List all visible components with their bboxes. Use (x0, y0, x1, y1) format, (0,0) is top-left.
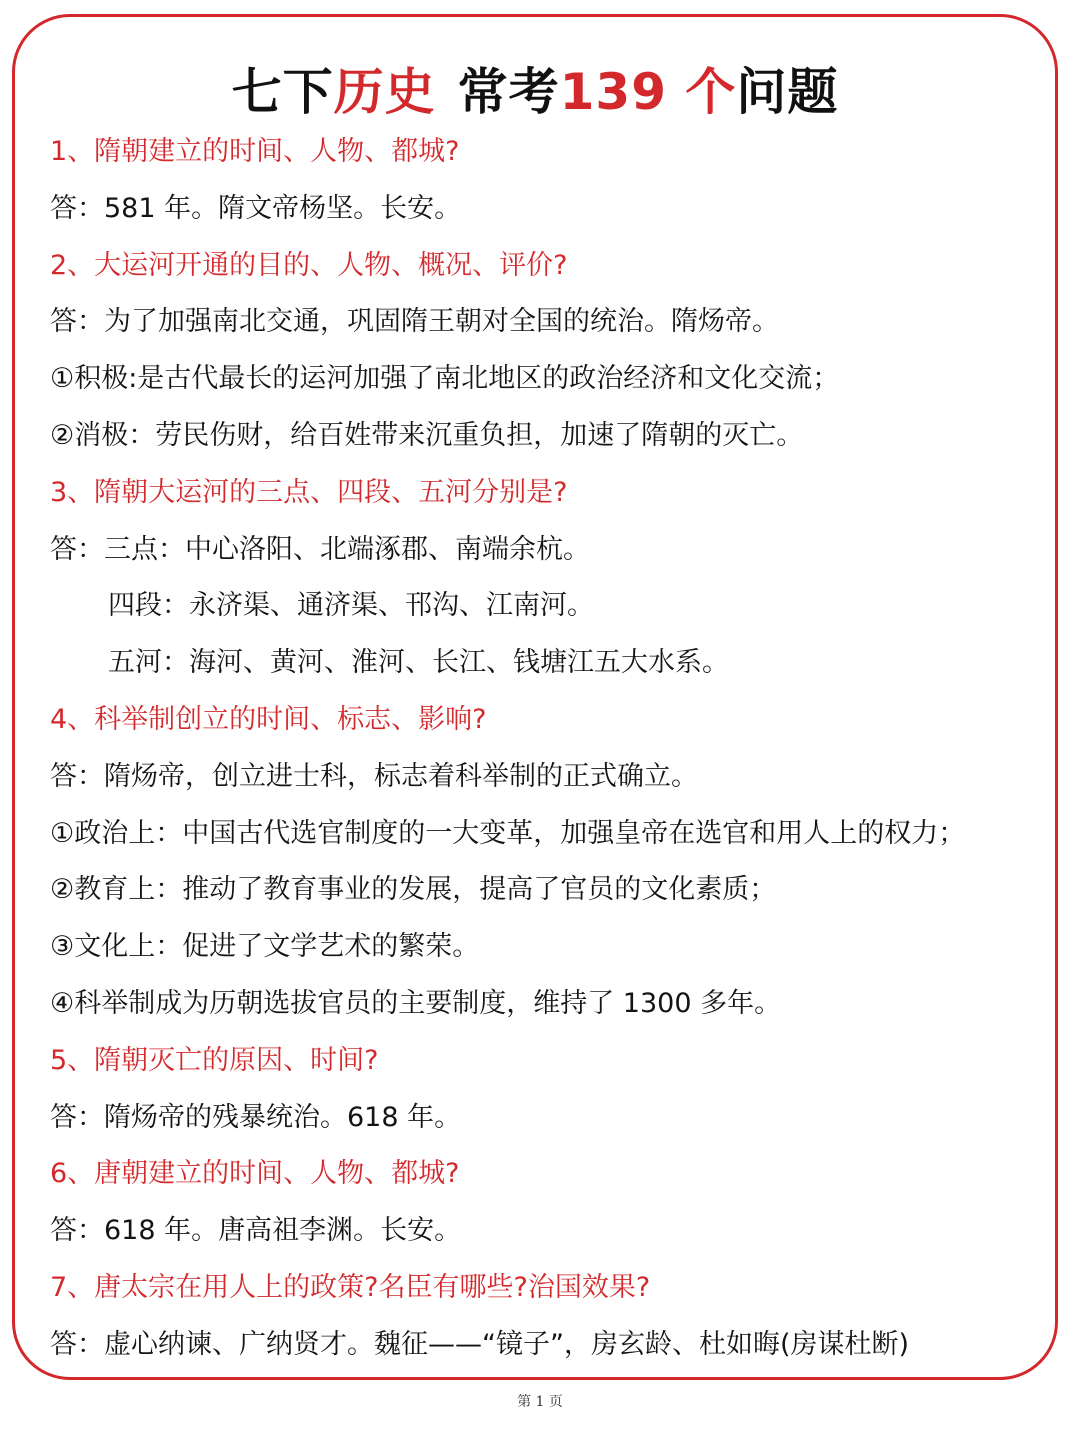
question-6: 6、唐朝建立的时间、人物、都城? (50, 1158, 460, 1190)
answer-3-line-2: 四段：永济渠、通济渠、邗沟、江南河。 (108, 590, 594, 622)
answer-4-line-3: ②教育上：推动了教育事业的发展，提高了官员的文化素质； (50, 874, 777, 906)
answer-1: 答：581 年。隋文帝杨坚。长安。 (50, 192, 462, 224)
answer-4-line-2: ①政治上：中国古代选官制度的一大变革，加强皇帝在选官和用人上的权力； (50, 817, 966, 849)
question-1: 1、隋朝建立的时间、人物、都城? (50, 136, 460, 167)
answer-2-line-2: ①积极:是古代最长的运河加强了南北地区的政治经济和文化交流； (50, 363, 840, 395)
question-4: 4、科举制创立的时间、标志、影响? (50, 703, 487, 735)
answer-5: 答：隋炀帝的残暴统治。618 年。 (50, 1101, 462, 1133)
page-number: 第 1 页 (517, 1394, 563, 1410)
question-7: 7、唐太宗在用人上的政策?名臣有哪些?治国效果? (50, 1271, 651, 1303)
answer-2-line-1: 答：为了加强南北交通，巩固隋王朝对全国的统治。隋炀帝。 (50, 306, 779, 338)
title-part-subject: 历史 (333, 63, 436, 121)
answer-3-line-1: 答：三点：中心洛阳、北端涿郡、南端余杭。 (50, 533, 590, 565)
qa-content (50, 124, 1030, 1374)
answer-4-line-1: 答：隋炀帝，创立进士科，标志着科举制的正式确立。 (50, 760, 698, 792)
answer-6: 答：618 年。唐高祖李渊。长安。 (50, 1215, 462, 1247)
answer-2-line-3: ②消极：劳民伤财，给百姓带来沉重负担，加速了隋朝的灭亡。 (50, 419, 804, 451)
title-part-count: 139 个 (559, 63, 737, 121)
answer-4-line-5: ④科举制成为历朝选拔官员的主要制度，维持了 1300 多年。 (50, 987, 782, 1019)
answer-3-line-3: 五河：海河、黄河、淮河、长江、钱塘江五大水系。 (108, 647, 729, 679)
answer-7: 答：虚心纳谏、广纳贤才。魏征——“镜子”，房玄龄、杜如晦(房谋杜断) (50, 1328, 910, 1360)
page-title (15, 57, 1055, 127)
question-5: 5、隋朝灭亡的原因、时间? (50, 1044, 379, 1076)
title-part-common: 常考 (457, 63, 560, 121)
title-part-questions: 问题 (736, 63, 839, 121)
title-part-grade: 七下 (231, 63, 334, 121)
answer-4-line-4: ③文化上：促进了文学艺术的繁荣。 (50, 931, 480, 963)
question-2: 2、大运河开通的目的、人物、概况、评价? (50, 249, 568, 281)
question-3: 3、隋朝大运河的三点、四段、五河分别是? (50, 476, 568, 508)
